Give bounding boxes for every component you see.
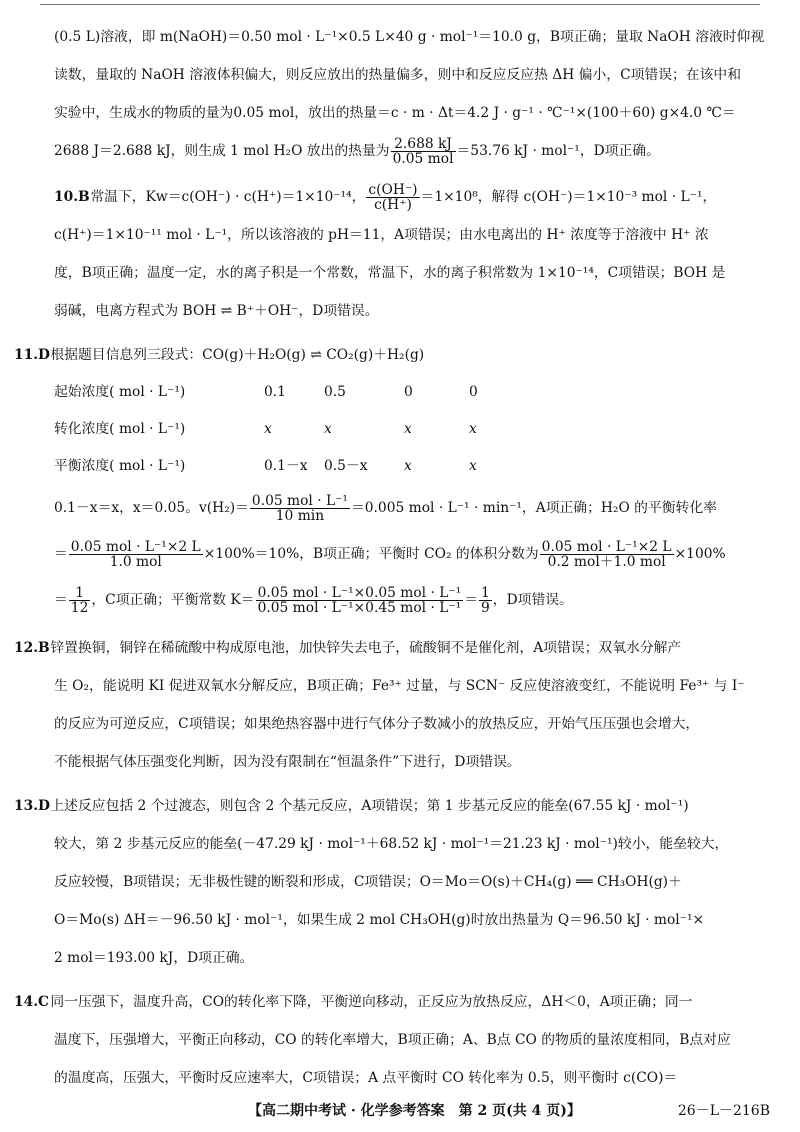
text-line: 的温度高，压强大，平衡时反应速率大，C项错误；A 点平衡时 CO 转化率为 0.5，则平衡时 c(CO)＝ bbox=[54, 1070, 678, 1086]
text-line: c(H⁺)＝1×10⁻¹¹ mol · L⁻¹，所以该溶液的 pH＝11，A项错误；由水电离出的 H⁺ 浓度等于溶液中 H⁺ 浓 bbox=[54, 227, 709, 243]
fraction: $\frac{\text{0.05 mol · L⁻¹×0.05 mol · L⁻¹}}{\text{0.05 mol · L⁻¹×0.45 mol · L⁻¹}}$ bbox=[257, 585, 462, 616]
text-line: 2688 J＝2.688 kJ，则生成 1 mol H₂O 放出的热量为 $\frac{2.688 kJ}{\text{0.05 mol}}$ ＝53.76 kJ · mol⁻¹，D项正确。 bbox=[54, 136, 660, 167]
three-stage-table bbox=[54, 374, 770, 485]
footer-title: 【高二期中考试 · 化学参考答案 第 2 页(共 4 页)】 bbox=[248, 1103, 581, 1119]
text-line: 读数，量取的 NaOH 溶液体积偏大，则反应放出的热量偏多，则中和反应反应热 ΔH 偏小，C项错误；在该中和 bbox=[54, 67, 741, 83]
answer-page bbox=[14, 18, 770, 1097]
question-number: 12.B bbox=[14, 640, 50, 656]
text-line: 弱碱，电离方程式为 BOH ⇌ B⁺＋OH⁻，D项错误。 bbox=[54, 303, 379, 319]
fraction: $\frac{1}{9}$ bbox=[481, 585, 490, 616]
text-line: 2 mol＝193.00 kJ，D项正确。 bbox=[54, 950, 254, 966]
text-line: (0.5 L)溶液，即 m(NaOH)＝0.50 mol · L⁻¹×0.5 L×40 g · mol⁻¹＝10.0 g，B项正确；量取 NaOH 溶液时仰视 bbox=[54, 29, 765, 45]
question-12: 12.B 锌置换铜，铜锌在稀硫酸中构成原电池，加快锌失去电子，硫酸铜不是催化剂，A项错误；双氧水分解产 bbox=[14, 629, 770, 667]
text-line: 0.1－x＝x，x＝0.05。v(H₂)＝ $\frac{\text{0.05 mol · L⁻¹}}{10 \min}$ ＝0.005 mol · L⁻¹ · min⁻¹，A项正确；H₂O 的平衡转化率 bbox=[54, 493, 717, 524]
text-line: O＝Mo(s) ΔH＝－96.50 kJ · mol⁻¹，如果生成 2 mol CH₃OH(g)时放出热量为 Q＝96.50 kJ · mol⁻¹× bbox=[54, 912, 705, 928]
text-line: ＝ $\frac{\text{0.05 mol · L⁻¹×2 L}}{\text{1.0 mol}}$ ×100%＝10%，B项正确；平衡时 CO₂ 的体积分数为 $\frac{\text{0.05 mol · L⁻¹×2 L}}{\text{0.2 mol＋1.0 mol}}$ ×100% bbox=[54, 539, 726, 570]
question-14: 14.C 同一压强下，温度升高，CO的转化率下降，平衡逆向移动，正反应为放热反应，ΔH＜0，A项正确；同一 bbox=[14, 983, 770, 1021]
text-line: 温度下，压强增大，平衡正向移动，CO 的转化率增大，B项正确；A、B点 CO 的物质的量浓度相同，B点对应 bbox=[54, 1032, 731, 1048]
question-13: 13.D 上述反应包括 2 个过渡态，则包含 2 个基元反应，A项错误；第 1 步基元反应的能垒(67.55 kJ · mol⁻¹) bbox=[14, 787, 770, 825]
question-10: 10.B 常温下，Kw＝c(OH⁻) · c(H⁺)＝1×10⁻¹⁴， $\frac{c(OH^-)}{c(H^+)}$ ＝1×10⁸，解得 c(OH⁻)＝1×10⁻³ mol · L⁻¹， bbox=[14, 178, 770, 216]
table-row: 转化浓度( mol · L⁻¹) x x x x bbox=[54, 421, 477, 437]
text-line: 反应较慢，B项错误；无非极性键的断裂和形成，C项错误；O＝Mo＝O(s)＋CH₄(g) ══ CH₃OH(g)＋ bbox=[54, 874, 682, 890]
text-line: 度，B项正确；温度一定，水的离子积是一个常数，常温下，水的离子积常数为 1×10⁻¹⁴，C项错误；BOH 是 bbox=[54, 265, 726, 281]
text-line: 的反应为可逆反应，C项错误；如果绝热容器中进行气体分子数减小的放热反应，开始气压压强也会增大， bbox=[54, 716, 700, 732]
table-row: 起始浓度( mol · L⁻¹) 0.1 0.5 0 0 bbox=[54, 384, 478, 400]
question-11: 11.D 根据题目信息列三段式：CO(g)＋H₂O(g) ⇌ CO₂(g)＋H₂(g) bbox=[14, 336, 770, 374]
fraction: $\frac{1}{12}$ bbox=[70, 585, 89, 616]
question-number: 13.D bbox=[14, 798, 50, 814]
fraction: $\frac{2.688 kJ}{\text{0.05 mol}}$ bbox=[392, 136, 454, 167]
text-line: 实验中，生成水的物质的量为0.05 mol，放出的热量＝c · m · Δt＝4.2 J · g⁻¹ · ℃⁻¹×(100＋60) g×4.0 ℃＝ bbox=[54, 105, 736, 121]
question-number: 11.D bbox=[14, 347, 50, 363]
question-number: 14.C bbox=[14, 994, 49, 1010]
page-footer bbox=[0, 1098, 800, 1124]
table-row: 平衡浓度( mol · L⁻¹) 0.1－x 0.5－x x x bbox=[54, 458, 477, 474]
text-line: 较大，第 2 步基元反应的能垒(－47.29 kJ · mol⁻¹＋68.52 kJ · mol⁻¹＝21.23 kJ · mol⁻¹)较小，能垒较大， bbox=[54, 836, 729, 852]
text-line: ＝ $\frac{1}{12}$ ，C项正确；平衡常数 K＝ $\frac{\text{0.05 mol · L⁻¹×0.05 mol · L⁻¹}}{\text{0.05 mol · L⁻¹×0.45 mol · L⁻¹}}$ ＝ $\frac{1}{9}$ ，D项错误。 bbox=[54, 585, 573, 616]
question-number: 10.B bbox=[54, 189, 90, 205]
footer-code: 26－L－216B bbox=[677, 1103, 770, 1119]
top-rule bbox=[40, 4, 760, 5]
text-line: 生 O₂，能说明 KI 促进双氧水分解反应，B项正确；Fe³⁺ 过量，与 SCN⁻ 反应使溶液变红，不能说明 Fe³⁺ 与 I⁻ bbox=[54, 678, 745, 694]
text-line: 不能根据气体压强变化判断，因为没有限制在“恒温条件”下进行，D项错误。 bbox=[54, 754, 521, 770]
fraction: $\frac{\text{0.05 mol · L⁻¹}}{10 \min}$ bbox=[251, 493, 348, 524]
fraction: $\frac{c(OH^-)}{c(H^+)}$ bbox=[368, 182, 418, 213]
fraction: $\frac{\text{0.05 mol · L⁻¹×2 L}}{\text{1.0 mol}}$ bbox=[70, 539, 201, 570]
fraction: $\frac{\text{0.05 mol · L⁻¹×2 L}}{\text{0.2 mol＋1.0 mol}}$ bbox=[541, 539, 672, 570]
